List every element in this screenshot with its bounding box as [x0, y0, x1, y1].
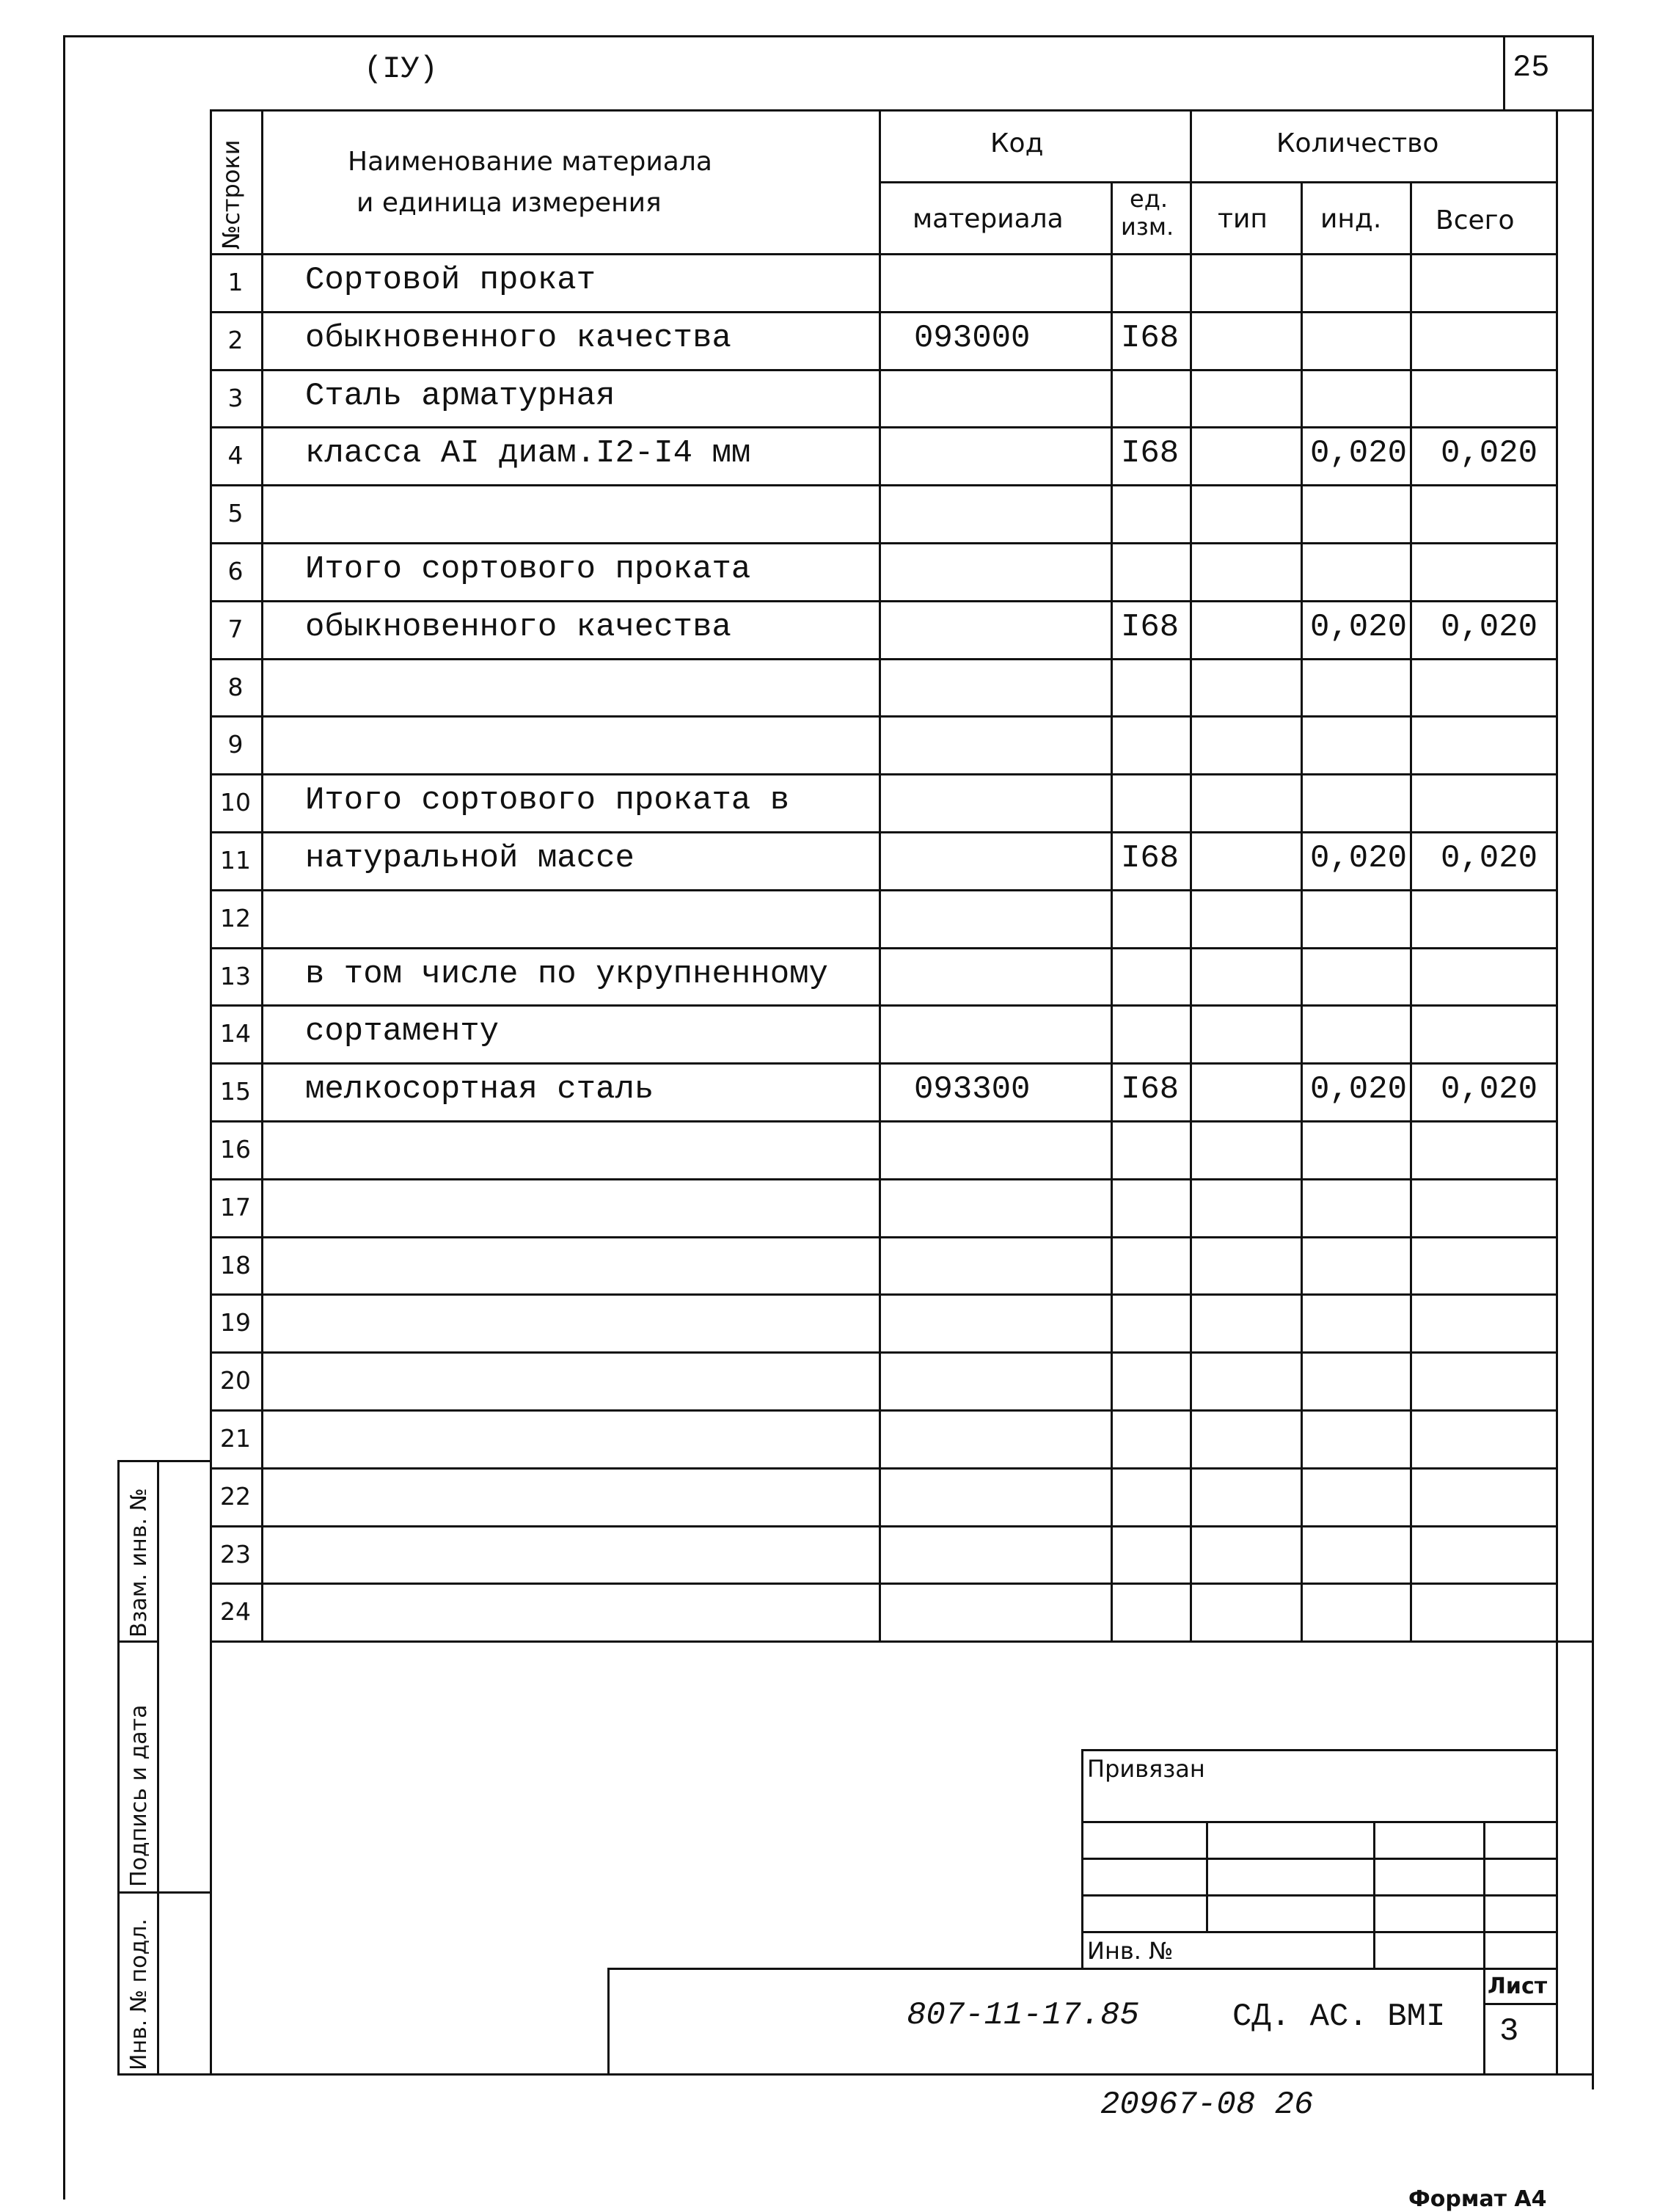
material-name-cell: сортаменту [305, 1013, 500, 1050]
document-suffix: СД. АС. ВМI [1232, 1999, 1446, 2035]
bottom-block-top [210, 1640, 1594, 1643]
stamp-row3 [1081, 1894, 1558, 1897]
column-individual: инд. [1320, 204, 1382, 234]
unit-cell: I68 [1121, 609, 1180, 646]
stamp-row1 [1081, 1821, 1558, 1823]
total-qty-cell: 0,020 [1441, 609, 1538, 646]
col-line-code [1190, 109, 1192, 1643]
material-name-cell: обыкновенного качества [305, 609, 731, 646]
row-number: 10 [220, 788, 251, 817]
header-mid-line [879, 181, 1558, 183]
individual-qty-cell: 0,020 [1310, 435, 1408, 472]
column-name-line2: и единица измерения [357, 188, 662, 218]
header-bottom-line [210, 109, 1594, 112]
side-strip-sep2 [117, 1891, 211, 1894]
sheet-number: 3 [1499, 2013, 1519, 2050]
unit-cell: I68 [1121, 840, 1180, 877]
row-divider [210, 889, 1558, 891]
row-number: 18 [220, 1251, 251, 1280]
row-number: 24 [220, 1597, 251, 1626]
stamp-col2 [1373, 1821, 1375, 1969]
row-number: 7 [227, 615, 244, 643]
page-number: 25 [1513, 50, 1550, 85]
row-divider [210, 426, 1558, 428]
material-code-cell: 093000 [914, 320, 1031, 357]
stamp-col1 [1206, 1821, 1208, 1932]
row-number: 16 [220, 1135, 251, 1164]
row-number: 8 [227, 673, 244, 701]
stamp-row2 [1081, 1858, 1558, 1860]
stamp-inv-label: Инв. № [1087, 1937, 1174, 1965]
bottom-block-left [210, 1640, 212, 2076]
title-block-top [607, 1968, 1558, 1970]
material-name-cell: в том числе по укрупненному [305, 956, 828, 993]
row-divider [210, 658, 1558, 660]
side-strip-sep1 [117, 1640, 158, 1643]
column-type: тип [1218, 204, 1268, 234]
document-code: 807-11-17.85 [907, 1997, 1139, 2034]
col-line-right [1556, 109, 1558, 1643]
stamp-row4 [1081, 1931, 1558, 1933]
material-name-cell: мелкосортная сталь [305, 1071, 654, 1108]
row-divider [210, 1062, 1558, 1065]
unit-cell: I68 [1121, 435, 1180, 472]
material-code-cell: 093300 [914, 1071, 1031, 1108]
row-number: 12 [220, 904, 251, 932]
row-number: 21 [220, 1424, 251, 1453]
row-divider [210, 1525, 1558, 1527]
section-number: (IУ) [364, 51, 438, 87]
side-strip-top [117, 1460, 211, 1462]
column-unit-line1: ед. [1130, 185, 1168, 213]
unit-cell: I68 [1121, 1071, 1180, 1108]
material-name-cell: Итого сортового проката [305, 551, 751, 588]
row-number: 1 [227, 268, 244, 296]
column-total: Всего [1436, 205, 1515, 236]
side-strip-right [157, 1460, 159, 2075]
col-line-name [879, 109, 881, 1643]
column-name-line1: Наименование материала [348, 147, 712, 177]
label-replacement-inv: Взам. инв. № [126, 1488, 152, 1638]
row-number: 4 [227, 441, 244, 470]
row-number: 6 [227, 557, 244, 585]
column-code: Код [990, 128, 1044, 158]
row-divider [210, 600, 1558, 602]
row-divider [210, 1236, 1558, 1238]
material-name-cell: обыкновенного качества [305, 320, 731, 357]
handwritten-number: 20967-08 26 [1100, 2087, 1314, 2123]
material-name-cell: Сталь арматурная [305, 378, 615, 415]
row-divider [210, 253, 1558, 255]
page-number-divider [1503, 35, 1505, 112]
row-number: 5 [227, 499, 244, 528]
material-name-cell: Сортовой прокат [305, 262, 596, 299]
col-line-type [1301, 181, 1303, 1643]
frame-left-edge [63, 35, 65, 2200]
individual-qty-cell: 0,020 [1310, 840, 1408, 877]
col-line-rownum [261, 109, 263, 1643]
row-divider [210, 831, 1558, 833]
row-divider [210, 1178, 1558, 1180]
row-number: 19 [220, 1308, 251, 1337]
column-material: материала [913, 204, 1064, 234]
column-quantity: Количество [1276, 128, 1439, 158]
column-row-number: №строки [217, 139, 245, 249]
material-name-cell: класса AI диам.I2-I4 мм [305, 435, 751, 472]
format-label: Формат А4 [1408, 2186, 1547, 2212]
col-line-material [1111, 181, 1113, 1643]
row-number: 20 [220, 1366, 251, 1395]
total-qty-cell: 0,020 [1441, 435, 1538, 472]
sheet-cell-divider [1483, 2003, 1558, 2005]
row-number: 17 [220, 1193, 251, 1222]
row-number: 14 [220, 1019, 251, 1048]
unit-cell: I68 [1121, 320, 1180, 357]
total-qty-cell: 0,020 [1441, 1071, 1538, 1108]
label-original-inv: Инв. № подл. [126, 1919, 152, 2070]
row-number: 23 [220, 1540, 251, 1569]
frame-top-edge [63, 35, 1594, 37]
material-name-cell: Итого сортового проката в [305, 782, 790, 819]
row-number: 15 [220, 1077, 251, 1106]
row-divider [210, 542, 1558, 544]
label-signature-date: Подпись и дата [126, 1704, 152, 1887]
row-number: 22 [220, 1482, 251, 1511]
row-divider [210, 1293, 1558, 1296]
row-number: 2 [227, 326, 244, 354]
sheet-label: Лист [1488, 1974, 1548, 1999]
row-divider [210, 1409, 1558, 1412]
total-qty-cell: 0,020 [1441, 840, 1538, 877]
stamp-col3 [1483, 1821, 1485, 2075]
title-block-left [607, 1968, 610, 2075]
individual-qty-cell: 0,020 [1310, 609, 1408, 646]
row-divider [210, 484, 1558, 486]
row-number: 13 [220, 962, 251, 990]
row-number: 3 [227, 384, 244, 412]
row-divider [210, 1120, 1558, 1123]
side-strip-bottom [117, 2073, 1594, 2076]
row-divider [210, 773, 1558, 775]
row-number: 11 [220, 846, 251, 875]
row-divider [210, 1583, 1558, 1585]
material-name-cell: натуральной массе [305, 840, 635, 877]
stamp-top [1081, 1749, 1558, 1751]
row-divider [210, 1351, 1558, 1354]
row-divider [210, 1467, 1558, 1470]
column-unit-line2: изм. [1121, 213, 1174, 241]
frame-right-edge [1592, 35, 1594, 2089]
stamp-bound-label: Привязан [1087, 1755, 1205, 1783]
row-divider [210, 1004, 1558, 1007]
col-line-ind [1410, 181, 1412, 1643]
individual-qty-cell: 0,020 [1310, 1071, 1408, 1108]
row-divider [210, 311, 1558, 313]
side-strip-left [117, 1460, 120, 2075]
row-number: 9 [227, 730, 244, 759]
row-divider [210, 947, 1558, 949]
row-divider [210, 369, 1558, 371]
row-divider [210, 715, 1558, 718]
